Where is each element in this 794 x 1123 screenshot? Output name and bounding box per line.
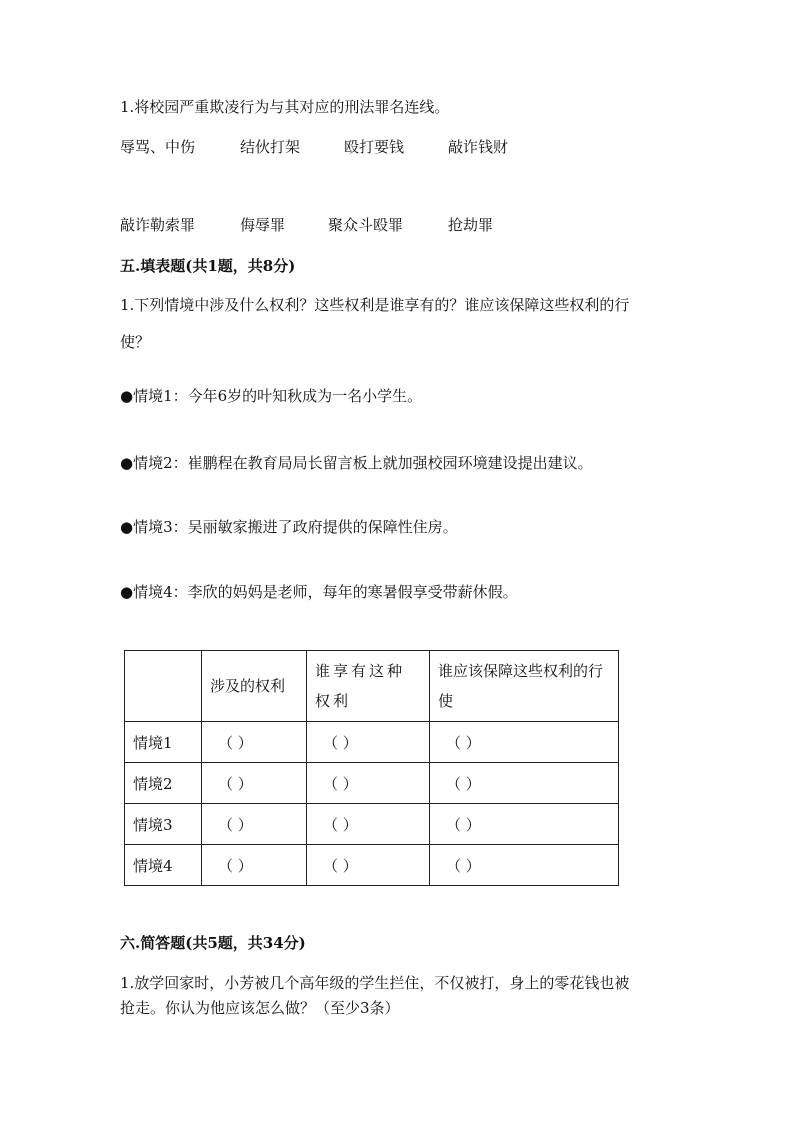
table-header-row <box>125 651 619 722</box>
answer-blank[interactable]: （ ） <box>307 722 430 763</box>
scenario-item: ●情境3：吴丽敏家搬进了政府提供的保障性住房。 <box>120 518 458 536</box>
answer-blank[interactable]: （ ） <box>202 804 307 845</box>
behavior-item: 敲诈钱财 <box>448 138 509 156</box>
answer-blank[interactable]: （ ） <box>307 763 430 804</box>
answer-blank[interactable]: （ ） <box>202 722 307 763</box>
answer-blank[interactable]: （ ） <box>307 845 430 886</box>
row-label: 情境3 <box>125 804 202 845</box>
question-text: 抢走。你认为他应该怎么做？（至少3条） <box>120 999 400 1017</box>
table-header-cell: 谁享有这种权利 <box>307 651 430 722</box>
row-label: 情境4 <box>125 845 202 886</box>
table-header-cell: 谁应该保障这些权利的行使 <box>430 651 619 722</box>
crime-item: 侮辱罪 <box>240 216 286 234</box>
question-text: 1.下列情境中涉及什么权利？这些权利是谁享有的？谁应该保障这些权利的行 <box>120 296 630 314</box>
section-heading: 五.填表题(共1题，共8分) <box>120 257 296 275</box>
behavior-item: 结伙打架 <box>240 138 301 156</box>
section-heading: 六.简答题(共5题，共34分) <box>120 934 306 952</box>
answer-blank[interactable]: （ ） <box>430 722 619 763</box>
table-header-cell: 涉及的权利 <box>202 651 307 722</box>
crime-item: 抢劫罪 <box>448 216 494 234</box>
answer-blank[interactable]: （ ） <box>430 763 619 804</box>
answer-blank[interactable]: （ ） <box>430 845 619 886</box>
table-header-cell <box>125 651 202 722</box>
table-row <box>125 845 619 886</box>
scenario-item: ●情境1：今年6岁的叶知秋成为一名小学生。 <box>120 387 423 405</box>
table-row <box>125 722 619 763</box>
rights-table <box>124 650 619 886</box>
scenario-item: ●情境2：崔鹏程在教育局局长留言板上就加强校园环境建设提出建议。 <box>120 454 593 472</box>
behavior-item: 辱骂、中伤 <box>120 138 196 156</box>
row-label: 情境2 <box>125 763 202 804</box>
answer-blank[interactable]: （ ） <box>430 804 619 845</box>
question-text: 使？ <box>120 333 151 351</box>
scenario-item: ●情境4：李欣的妈妈是老师，每年的寒暑假享受带薪休假。 <box>120 583 518 601</box>
row-label: 情境1 <box>125 722 202 763</box>
match-question-title: 1.将校园严重欺凌行为与其对应的刑法罪名连线。 <box>120 98 450 116</box>
crime-item: 敲诈勒索罪 <box>120 216 196 234</box>
question-text: 1.放学回家时，小芳被几个高年级的学生拦住，不仅被打，身上的零花钱也被 <box>120 974 630 992</box>
crime-item: 聚众斗殴罪 <box>328 216 404 234</box>
behavior-item: 殴打要钱 <box>344 138 405 156</box>
answer-blank[interactable]: （ ） <box>202 763 307 804</box>
answer-blank[interactable]: （ ） <box>307 804 430 845</box>
table-row <box>125 804 619 845</box>
answer-blank[interactable]: （ ） <box>202 845 307 886</box>
table-row <box>125 763 619 804</box>
